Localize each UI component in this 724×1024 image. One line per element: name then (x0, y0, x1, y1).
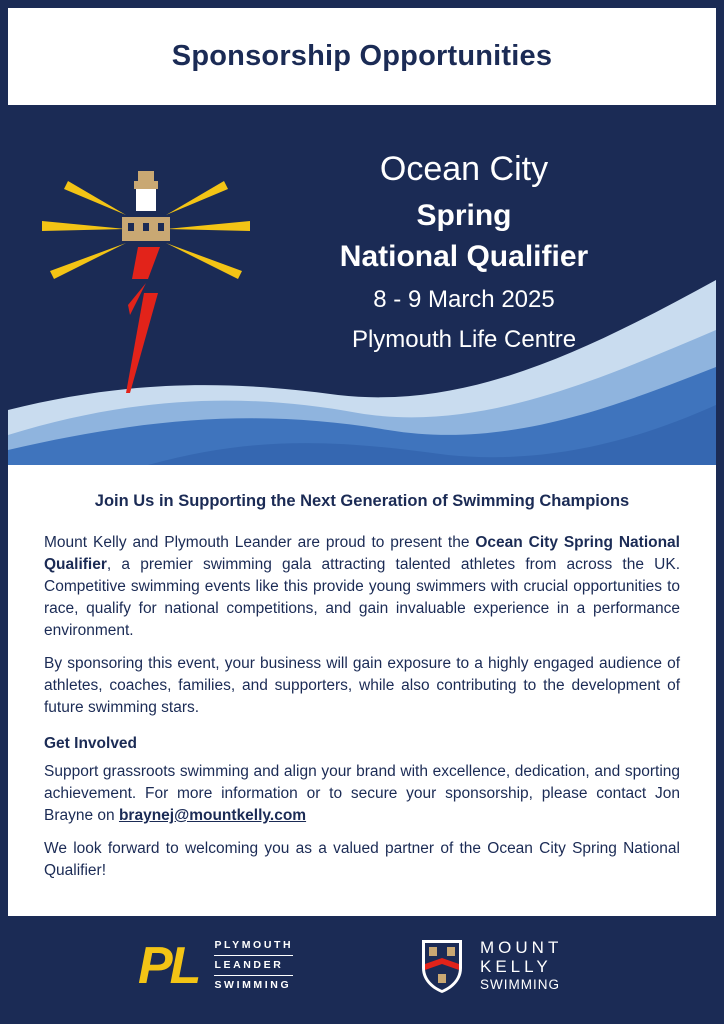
event-title-block (284, 149, 644, 357)
pl-wordmark (214, 936, 293, 995)
email-link[interactable]: braynej@mountkelly.com (118, 807, 307, 824)
pl-line-plymouth: PLYMOUTH (214, 936, 293, 956)
intro-text: Mount Kelly and Plymouth Leander are proud to present the (44, 534, 476, 551)
mk-line-mount: MOUNT (480, 938, 563, 957)
intro-text-continued: , a premier swimming gala attracting talented athletes from across the UK. Competitive swimming events like this provide young swimmers with crucial opportunities to race, qualify for national competitions, and gain invaluable experience in a performance environment. (44, 556, 680, 639)
mk-line-kelly: KELLY (480, 957, 552, 976)
mk-line-swimming: SWIMMING (480, 977, 560, 992)
flyer-page (8, 8, 716, 1016)
intro-paragraph (44, 532, 680, 642)
event-venue: Plymouth Life Centre (351, 326, 577, 353)
event-series: Ocean City (379, 150, 549, 188)
event-name-line2: National Qualifier (339, 240, 589, 273)
get-involved-heading: Get Involved (44, 735, 138, 752)
lighthouse-icon (30, 143, 260, 393)
hero-banner (8, 105, 716, 465)
plymouth-leander-logo (138, 936, 293, 995)
event-name-bold: Ocean City Spring National Qualifier (44, 534, 680, 573)
footer-logos (8, 916, 716, 1016)
mount-kelly-logo (420, 938, 562, 994)
pl-line-swimming: SWIMMING (214, 979, 292, 991)
event-dates: 8 - 9 March 2025 (373, 286, 555, 313)
sponsorship-paragraph: By sponsoring this event, your business will gain exposure to a highly engaged audience of athletes, coaches, families, and supporters, while also contributing to the development of future swimming stars. (44, 655, 680, 716)
crest-icon (420, 938, 464, 994)
page-title: Sponsorship Opportunities (171, 40, 553, 72)
contact-paragraph (44, 761, 680, 827)
pl-line-leander: LEANDER (214, 956, 293, 976)
closing-paragraph: We look forward to welcoming you as a valued partner of the Ocean City Spring National Qualifier! (44, 840, 680, 879)
contact-text: Support grassroots swimming and align your brand with excellence, dedication, and sporting achievement. For more information or to secure your sponsorship, please contact Jon Brayne on (44, 763, 680, 824)
pl-monogram: PL (138, 936, 199, 995)
mount-kelly-wordmark (480, 938, 562, 994)
body-content (44, 490, 680, 893)
event-name-line1: Spring (416, 199, 512, 232)
section-headline: Join Us in Supporting the Next Generation of Swimming Champions (94, 492, 630, 510)
